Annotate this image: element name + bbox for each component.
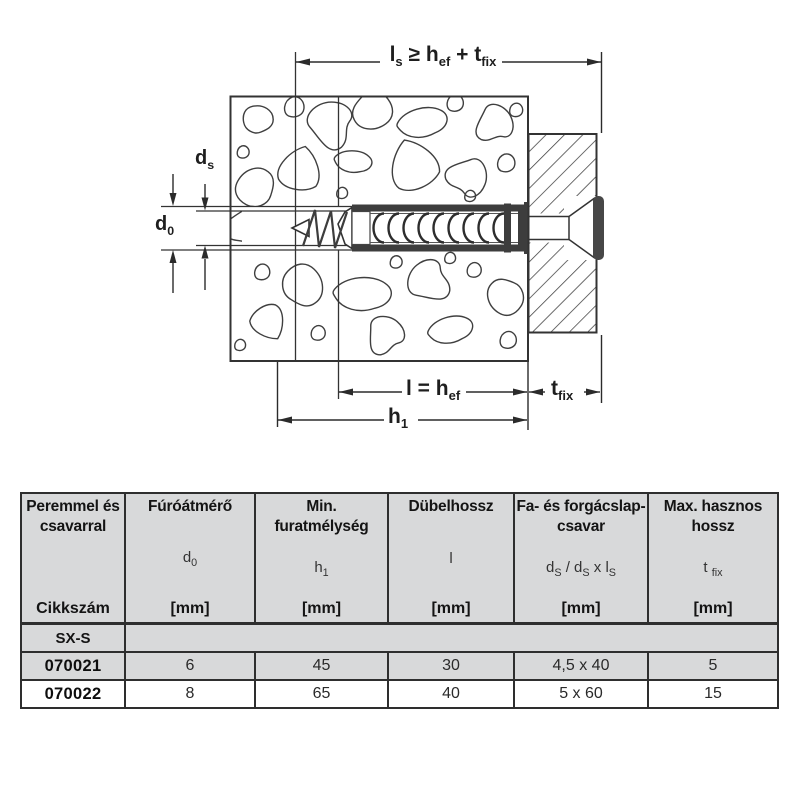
column-header-0 bbox=[21, 493, 125, 624]
dim-fixture-thickness-label bbox=[551, 377, 574, 404]
dim-screw-dia-label bbox=[195, 147, 215, 172]
header-unit: [mm] bbox=[431, 599, 471, 617]
column-header-1 bbox=[125, 493, 255, 624]
spec-table bbox=[20, 492, 779, 709]
column-header-3 bbox=[388, 493, 514, 624]
header-symbol: $h_1$ bbox=[314, 558, 329, 579]
spec-cell: 5 bbox=[648, 652, 778, 680]
label-base: t bbox=[551, 377, 558, 400]
label-sub: fix bbox=[481, 54, 497, 70]
header-symbol: $d_S / d_S$ x $l_S$ bbox=[546, 558, 616, 579]
label-base: ≥ h bbox=[402, 43, 439, 66]
header-title: Peremmel és csavarral bbox=[26, 498, 120, 536]
spec-cell: 8 bbox=[125, 680, 255, 708]
header-unit: [mm] bbox=[693, 600, 733, 617]
label-base: h bbox=[388, 405, 401, 428]
spec-table-body bbox=[21, 624, 778, 709]
header-unit: [mm] bbox=[170, 599, 210, 617]
group-row-fill bbox=[125, 624, 778, 653]
label-base: d bbox=[155, 213, 168, 235]
dim-hole-dia-label bbox=[155, 213, 175, 238]
label-sub: 1 bbox=[400, 416, 409, 432]
table-row bbox=[21, 680, 778, 708]
dim-hole-depth-label bbox=[388, 405, 409, 432]
header-unit: [mm] bbox=[561, 600, 601, 617]
header-unit: [mm] bbox=[301, 600, 342, 617]
header-symbol: t $_{fix}$ bbox=[703, 558, 723, 579]
group-row bbox=[21, 624, 778, 653]
spec-cell: 6 bbox=[125, 652, 255, 680]
label-base: l = h bbox=[406, 377, 449, 400]
label-sub: 0 bbox=[167, 224, 175, 238]
label-base: l bbox=[389, 43, 396, 66]
spec-cell: 40 bbox=[388, 680, 514, 708]
label-sub: fix bbox=[558, 388, 574, 404]
dim-embed-depth-label bbox=[406, 377, 461, 404]
header-title: Min. furatmélység bbox=[274, 498, 369, 536]
header-symbol: l bbox=[449, 550, 453, 568]
header-title: Max. hasznos hossz bbox=[663, 498, 763, 536]
header-title: Fúróátmérő bbox=[147, 498, 233, 515]
article-number-cell: 070022 bbox=[21, 680, 125, 708]
column-header-4 bbox=[514, 493, 648, 624]
spec-cell: 5 x 60 bbox=[514, 680, 648, 708]
spec-cell: 4,5 x 40 bbox=[514, 652, 648, 680]
column-header-2 bbox=[255, 493, 388, 624]
label-base: d bbox=[195, 147, 208, 169]
spec-cell: 65 bbox=[255, 680, 388, 708]
dim-screw-length-label bbox=[368, 43, 518, 70]
header-title: Fa- és forgácslap- csavar bbox=[516, 498, 646, 536]
header-unit: Cikkszám bbox=[36, 600, 110, 617]
label-sub: ef bbox=[448, 388, 461, 404]
spec-cell: 45 bbox=[255, 652, 388, 680]
label-sub: s bbox=[395, 54, 403, 70]
group-row-label: SX-S bbox=[21, 624, 125, 653]
header-row bbox=[21, 493, 778, 624]
label-sub: ef bbox=[438, 54, 451, 70]
label-sub: s bbox=[207, 158, 215, 172]
table-row bbox=[21, 652, 778, 680]
header-title: Dübelhossz bbox=[408, 498, 494, 515]
spec-table-header bbox=[21, 493, 778, 624]
column-header-5 bbox=[648, 493, 778, 624]
spec-cell: 30 bbox=[388, 652, 514, 680]
label-base: + t bbox=[450, 43, 482, 66]
header-symbol: $d_0$ bbox=[182, 548, 198, 569]
spec-cell: 15 bbox=[648, 680, 778, 708]
fixture-plate bbox=[529, 134, 605, 333]
article-number-cell: 070021 bbox=[21, 652, 125, 680]
screw-head-face bbox=[593, 196, 604, 260]
